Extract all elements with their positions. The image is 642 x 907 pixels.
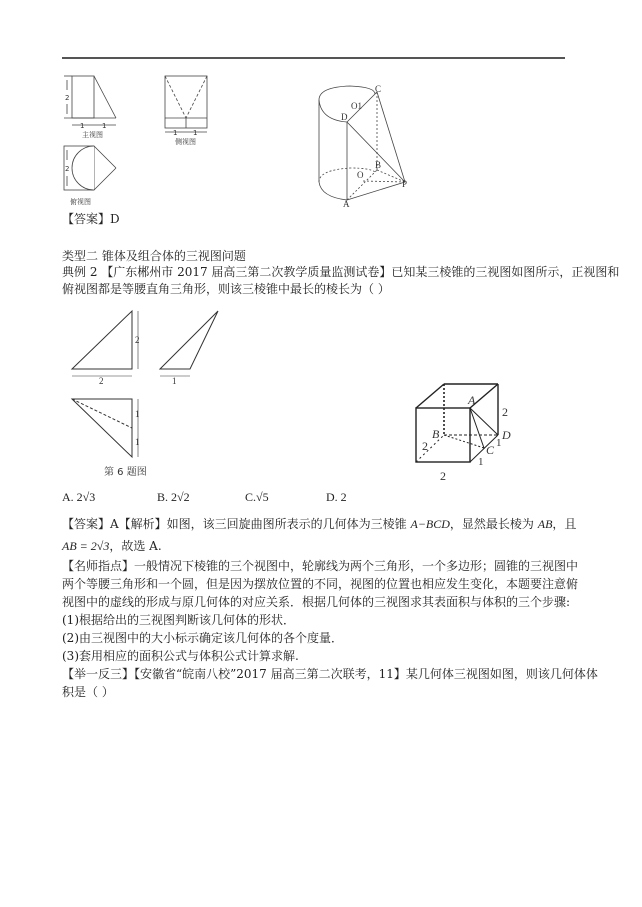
three-view-figure-1 bbox=[62, 70, 222, 215]
point-label: O1 bbox=[351, 101, 362, 111]
step-3: (3)套用相应的面积公式与体积公式计算求解. bbox=[62, 649, 299, 663]
option-value: 2√2 bbox=[171, 490, 190, 504]
option-value: √5 bbox=[256, 490, 269, 504]
dim-label: 1 bbox=[193, 129, 198, 137]
dim-label: 2 bbox=[99, 376, 104, 386]
dim-label: 2 bbox=[65, 94, 70, 102]
math-expression: A−BCD bbox=[410, 517, 450, 531]
point-label: D bbox=[341, 112, 348, 122]
header-rule bbox=[62, 57, 565, 59]
option-label: D. bbox=[326, 490, 338, 504]
point-label: O bbox=[357, 170, 364, 180]
teacher-tips: 【名师指点】一般情况下棱锥的三个视图中，轮廓线为两个三角形，一个多边形；圆锥的三视图中两个等腰三角形和一个圆，但是因为摆放位置的不同，视图的位置也相应发生变化，本题要注意俯视图中的虚线的形成与原几何体的对应关系．根据几何体的三视图求其表面积与体积的三个步骤: bbox=[62, 559, 579, 609]
section-title: 类型二 锥体及组合体的三视图问题 bbox=[62, 249, 246, 263]
dim-label: 2 bbox=[135, 335, 140, 345]
option-value: 2 bbox=[340, 490, 347, 504]
example-line-2: 俯视图都是等腰直角三角形，则该三棱锥中最长的棱长为（ ） bbox=[62, 282, 390, 296]
point-label: C bbox=[375, 84, 382, 94]
dim-label: 1 bbox=[135, 437, 140, 447]
example-line-1: 典例 2 【广东郴州市 2017 届高三第二次教学质量监测试卷】已知某三棱锥的三视图如图所示，正视图和 bbox=[62, 265, 620, 279]
point-label: B bbox=[375, 160, 382, 170]
option-value: 2√3 bbox=[76, 490, 96, 504]
three-view-figure-2 bbox=[62, 305, 242, 480]
answer-1: 【答案】D bbox=[62, 212, 120, 226]
side-view-label: 侧视图 bbox=[175, 138, 196, 146]
point-label: A bbox=[343, 199, 350, 207]
option-label: A. bbox=[62, 490, 74, 504]
cube-figure bbox=[410, 380, 540, 485]
option-a bbox=[62, 490, 95, 505]
option-label: C. bbox=[245, 490, 257, 504]
vertex-label: C bbox=[486, 443, 495, 457]
dim-label: 1 bbox=[496, 437, 502, 449]
dim-label: 1 bbox=[80, 122, 85, 130]
step-1: (1)根据给出的三视图判断该几何体的形状． bbox=[62, 613, 295, 627]
vertex-label: B bbox=[432, 427, 440, 441]
option-c bbox=[245, 490, 269, 505]
math-expression: AB bbox=[537, 517, 553, 531]
option-label: B. bbox=[157, 490, 169, 504]
dim-label: 1 bbox=[478, 456, 484, 468]
practice-line-2: 积是（ ） bbox=[62, 685, 114, 699]
practice-line-1: 【举一反三】【安徽省“皖南八校”2017 届高三第二次联考，11】某几何体三视图如图，则该几何体体 bbox=[62, 667, 598, 681]
analysis-line-1 bbox=[62, 516, 576, 532]
step-2: (2)由三视图中的大小标示确定该几何体的各个度量． bbox=[62, 631, 344, 645]
dim-label: 1 bbox=[135, 409, 140, 419]
analysis-text: ，显然最长棱为 bbox=[449, 517, 538, 531]
dim-label: 1 bbox=[102, 122, 107, 130]
dim-label: 1 bbox=[173, 129, 178, 137]
dim-label: 1 bbox=[172, 376, 177, 386]
analysis-text: 【答案】A【解析】如图，该三回旋曲图所表示的几何体为三棱锥 bbox=[62, 517, 411, 531]
dim-label: 2 bbox=[502, 405, 508, 419]
vertex-label: D bbox=[502, 428, 511, 442]
top-view-label: 俯视图 bbox=[70, 198, 91, 206]
front-view-label: 主视图 bbox=[82, 131, 103, 139]
dim-label: 2 bbox=[422, 439, 428, 453]
vertex-label: A bbox=[468, 393, 476, 407]
analysis-text: ，且 bbox=[552, 517, 577, 531]
analysis-line-2 bbox=[62, 538, 162, 554]
dim-label: 2 bbox=[65, 165, 70, 173]
figure-caption: 第 6 题图 bbox=[104, 467, 147, 478]
option-b bbox=[157, 490, 190, 505]
analysis-text: ，故选 A. bbox=[109, 539, 162, 553]
cylinder-figure bbox=[305, 82, 430, 207]
point-label: P bbox=[402, 179, 408, 189]
dim-label: 2 bbox=[440, 469, 446, 483]
math-expression: AB = 2√3 bbox=[62, 539, 110, 553]
option-d bbox=[326, 490, 347, 505]
